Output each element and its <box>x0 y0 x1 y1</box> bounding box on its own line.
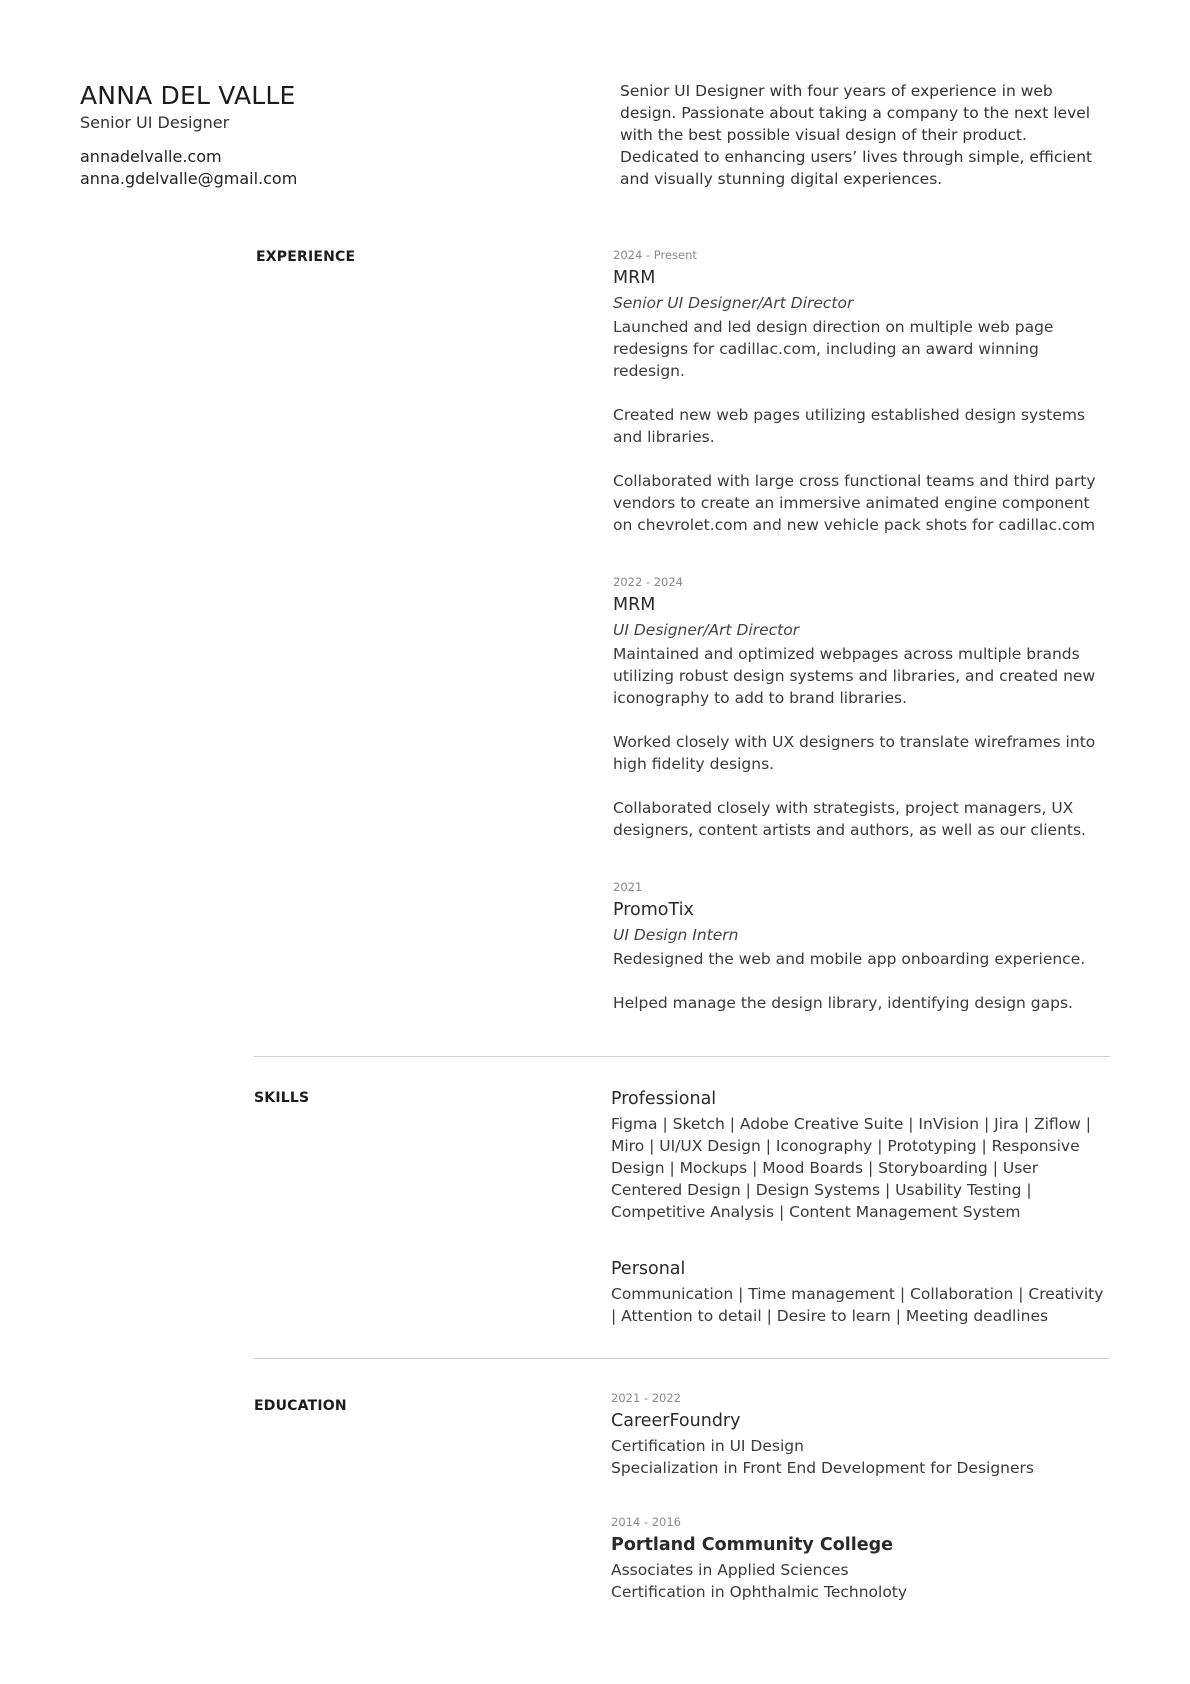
skills-heading: SKILLS <box>254 1090 310 1106</box>
website-link[interactable]: annadelvalle.com <box>80 147 222 166</box>
entry-bullet: Helped manage the design library, identifying design gaps. <box>613 994 1073 1012</box>
education-entry <box>611 1390 1111 1479</box>
skills-professional <box>611 1087 1111 1223</box>
entry-job-title: UI Design Intern <box>613 926 739 944</box>
experience-entry <box>613 574 1113 841</box>
section-divider <box>254 1056 1110 1057</box>
entry-credential: Certification in UI Design <box>611 1437 804 1455</box>
entry-job-title: UI Designer/Art Director <box>613 621 800 639</box>
entry-bullets <box>613 316 1113 536</box>
education-heading: EDUCATION <box>254 1398 347 1414</box>
education-entry <box>611 1514 1111 1603</box>
entry-bullet: Maintained and optimized webpages across multiple brands utilizing robust design systems and libraries, and created new iconography to add to brand libraries. <box>613 645 1096 707</box>
entry-bullets <box>613 643 1113 841</box>
entry-company: MRM <box>613 268 656 288</box>
skills-professional-heading: Professional <box>611 1089 717 1109</box>
experience-heading: EXPERIENCE <box>256 249 356 265</box>
entry-bullet: Collaborated with large cross functional teams and third party vendors to create an immersive animated engine component on chevrolet.com and new vehicle pack shots for cadillac.com <box>613 472 1096 534</box>
entry-bullet: Worked closely with UX designers to translate wireframes into high fidelity designs. <box>613 733 1096 773</box>
entry-bullet: Created new web pages utilizing established design systems and libraries. <box>613 406 1086 446</box>
entry-credential: Associates in Applied Sciences <box>611 1561 849 1579</box>
entry-credential: Specialization in Front End Development for Designers <box>611 1459 1034 1477</box>
skills-personal-list: Communication | Time management | Collaboration | Creativity | Attention to detail | Desire to learn | Meeting deadlines <box>611 1285 1104 1325</box>
experience-entry <box>613 247 1113 536</box>
entry-date: 2021 <box>613 880 643 894</box>
experience-entry <box>613 879 1113 1014</box>
skills-personal-heading: Personal <box>611 1259 686 1279</box>
entry-bullet: Collaborated closely with strategists, project managers, UX designers, content artists and authors, as well as our clients. <box>613 799 1086 839</box>
entry-date: 2014 - 2016 <box>611 1515 681 1529</box>
entry-date: 2021 - 2022 <box>611 1391 681 1405</box>
entry-date: 2024 - Present <box>613 248 697 262</box>
entry-school: CareerFoundry <box>611 1411 741 1431</box>
profile-summary: Senior UI Designer with four years of experience in web design. Passionate about taking a company to the next level with the best possible visual design of their product. Dedicated to enhancing users’ lives through simple, efficient and visually stunning digital experiences. <box>620 82 1093 188</box>
section-divider <box>254 1358 1110 1359</box>
entry-school: Portland Community College <box>611 1535 893 1555</box>
entry-job-title: Senior UI Designer/Art Director <box>613 294 854 312</box>
entry-company: PromoTix <box>613 900 694 920</box>
entry-credential: Certification in Ophthalmic Technoloty <box>611 1583 908 1601</box>
entry-bullet: Redesigned the web and mobile app onboarding experience. <box>613 950 1086 968</box>
contact-block <box>80 146 297 190</box>
entry-company: MRM <box>613 595 656 615</box>
skills-professional-list: Figma | Sketch | Adobe Creative Suite | InVision | Jira | Ziflow | Miro | UI/UX Design | Iconography | Prototyping | Responsive Design | Mockups | Mood Boards | Storyboarding | User Centered Design | Design Systems | Usability Testing | Competitive Analysis | Content Management System <box>611 1115 1091 1221</box>
entry-bullet: Launched and led design direction on multiple web page redesigns for cadillac.com, including an award winning redesign. <box>613 318 1054 380</box>
entry-bullets <box>613 948 1113 1014</box>
candidate-role: Senior UI Designer <box>80 113 230 132</box>
skills-personal <box>611 1257 1111 1327</box>
entry-date: 2022 - 2024 <box>613 575 683 589</box>
candidate-name: ANNA DEL VALLE <box>80 81 296 110</box>
email-link[interactable]: anna.gdelvalle@gmail.com <box>80 169 298 188</box>
